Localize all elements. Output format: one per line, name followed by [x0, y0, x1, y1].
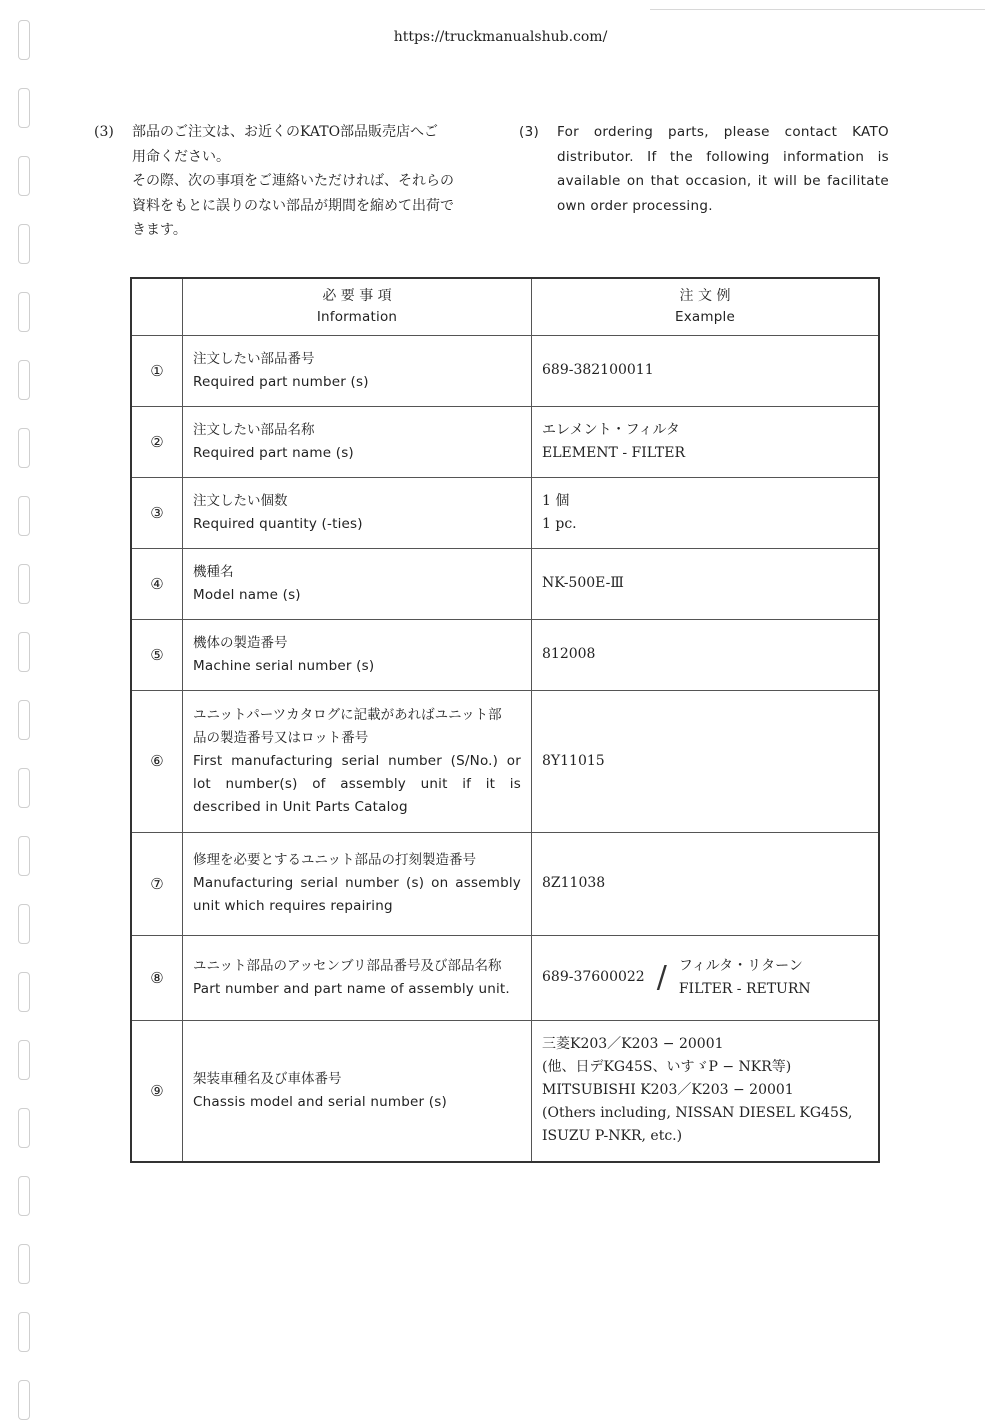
example-line: 8Z11038: [542, 875, 606, 891]
binder-hole: [18, 1176, 30, 1216]
example-line: NK-500E-Ⅲ: [542, 575, 624, 591]
binder-hole: [18, 428, 30, 468]
header-example-en: Example: [675, 308, 735, 325]
example-line: 689-382100011: [542, 362, 654, 378]
row-number: ③: [131, 477, 183, 548]
header-example-jp: 注 文 例: [679, 287, 731, 304]
row-number: ⑦: [131, 832, 183, 935]
info-en: Chassis model and serial number (s): [193, 1093, 447, 1110]
row-information: [183, 335, 532, 406]
example-line: (他、日デKG45S、いすゞP − NKR等): [542, 1059, 792, 1076]
info-jp: 品の製造番号又はロット番号: [193, 729, 369, 746]
row-number: ⑤: [131, 619, 183, 690]
row-information: [183, 690, 532, 832]
example-line: FILTER - RETURN: [678, 980, 811, 997]
row-information: [183, 619, 532, 690]
header-example-cell: [532, 278, 880, 335]
scan-top-line: [650, 9, 985, 10]
example-part-number: 689-37600022: [542, 969, 645, 985]
intro-jp-number: (3): [94, 124, 114, 140]
row-information: [183, 935, 532, 1020]
example-slash: /: [656, 960, 667, 995]
intro-en-text: For ordering parts, please contact KATO distributor. If the following information is available on that occasion, it will be facilitate own order processing.: [557, 124, 889, 214]
row-example: [532, 1020, 880, 1162]
binder-holes: [10, 0, 40, 1410]
example-part-name: [679, 955, 811, 1001]
binder-hole: [18, 564, 30, 604]
example-line: 三菱K203／K203 − 20001: [542, 1036, 724, 1053]
binder-hole: [18, 972, 30, 1012]
binder-hole: [18, 1040, 30, 1080]
info-en: Manufacturing serial number (s) on assembly unit which requires repairing: [193, 875, 521, 914]
example-line: エレメント・フィルタ: [542, 421, 680, 438]
row-number: ⑧: [131, 935, 183, 1020]
info-jp: 架装車種名及び車体番号: [193, 1070, 342, 1087]
info-jp: ユニットパーツカタログに記載があればユニット部: [193, 706, 502, 723]
intro-en-number: (3): [519, 124, 540, 140]
info-en: Machine serial number (s): [193, 657, 375, 674]
row-example: [532, 619, 880, 690]
table-row: [131, 690, 879, 832]
example-line: (Others including, NISSAN DIESEL KG45S,: [542, 1105, 853, 1122]
row-number: ⑥: [131, 690, 183, 832]
row-example: [532, 690, 880, 832]
binder-hole: [18, 224, 30, 264]
example-line: 8Y11015: [542, 752, 605, 769]
binder-hole: [18, 1108, 30, 1148]
example-line: 1 pc.: [542, 515, 577, 532]
info-jp: 機体の製造番号: [193, 634, 288, 651]
intro-english: [519, 120, 889, 218]
row-number: ②: [131, 406, 183, 477]
binder-hole: [18, 496, 30, 536]
header-information-cell: [183, 278, 532, 335]
intro-jp-line: きます。: [132, 222, 187, 238]
row-number: ①: [131, 335, 183, 406]
row-information: [183, 477, 532, 548]
row-example: [532, 335, 880, 406]
example-line: ISUZU P-NKR, etc.): [542, 1128, 683, 1145]
table-row: [131, 832, 879, 935]
binder-hole: [18, 836, 30, 876]
table-row: [131, 935, 879, 1020]
binder-hole: [18, 156, 30, 196]
binder-hole: [18, 768, 30, 808]
example-line: フィルタ・リターン: [678, 957, 803, 974]
info-en: Model name (s): [193, 586, 301, 603]
binder-hole: [18, 88, 30, 128]
intro-jp-line: その際、次の事項をご連絡いただければ、それらの: [132, 173, 454, 189]
table-row: [131, 1020, 879, 1162]
example-line: 812008: [542, 646, 596, 662]
example-line: ELEMENT - FILTER: [542, 444, 686, 461]
info-jp: ユニット部品のアッセンブリ部品番号及び部品名称: [193, 957, 502, 974]
intro-jp-text: [132, 120, 474, 243]
row-information: [183, 832, 532, 935]
info-en: First manufacturing serial number (S/No.) or lot number(s) of assembly unit if it is described in Unit Parts Catalog: [193, 752, 521, 815]
row-example: [532, 477, 880, 548]
binder-hole: [18, 1312, 30, 1352]
binder-hole: [18, 1380, 30, 1420]
header-number-cell: [131, 278, 183, 335]
example-line: MITSUBISHI K203／K203 − 20001: [542, 1082, 794, 1099]
table-row: [131, 619, 879, 690]
example-split: [542, 955, 868, 1001]
info-jp: 注文したい部品番号: [193, 350, 315, 367]
header-info-jp: 必 要 事 項: [322, 287, 392, 304]
row-number: ⑨: [131, 1020, 183, 1162]
table-row: [131, 477, 879, 548]
binder-hole: [18, 904, 30, 944]
row-number: ④: [131, 548, 183, 619]
row-example: [532, 406, 880, 477]
source-url[interactable]: https://truckmanualshub.com/: [393, 29, 608, 45]
intro-japanese: [94, 120, 474, 243]
row-example: [532, 548, 880, 619]
info-en: Part number and part name of assembly unit.: [193, 980, 510, 997]
info-en: Required part number (s): [193, 373, 369, 390]
info-en: Required part name (s): [193, 444, 354, 461]
info-en: Required quantity (-ties): [193, 515, 363, 532]
info-jp: 機種名: [193, 563, 234, 580]
table-row: [131, 406, 879, 477]
row-information: [183, 1020, 532, 1162]
intro-jp-line: 部品のご注文は、お近くのKATO部品販売店へご: [132, 124, 439, 140]
binder-hole: [18, 360, 30, 400]
row-example: [532, 832, 880, 935]
header-info-en: Information: [316, 308, 398, 325]
info-jp: 注文したい部品名称: [193, 421, 315, 438]
table-row: [131, 335, 879, 406]
binder-hole: [18, 700, 30, 740]
table-row: [131, 548, 879, 619]
row-information: [183, 406, 532, 477]
binder-hole: [18, 1244, 30, 1284]
row-example: [532, 935, 880, 1020]
example-line: 1 個: [542, 492, 570, 509]
binder-hole: [18, 632, 30, 672]
intro-jp-line: 用命ください。: [132, 148, 230, 165]
info-jp: 注文したい個数: [193, 492, 288, 509]
row-information: [183, 548, 532, 619]
ordering-information-table: [130, 277, 880, 1163]
info-jp: 修理を必要とするユニット部品の打刻製造番号: [193, 852, 476, 868]
intro-jp-line: 資料をもとに誤りのない部品が期間を縮めて出荷で: [132, 197, 454, 214]
binder-hole: [18, 292, 30, 332]
table-header-row: [131, 278, 879, 335]
